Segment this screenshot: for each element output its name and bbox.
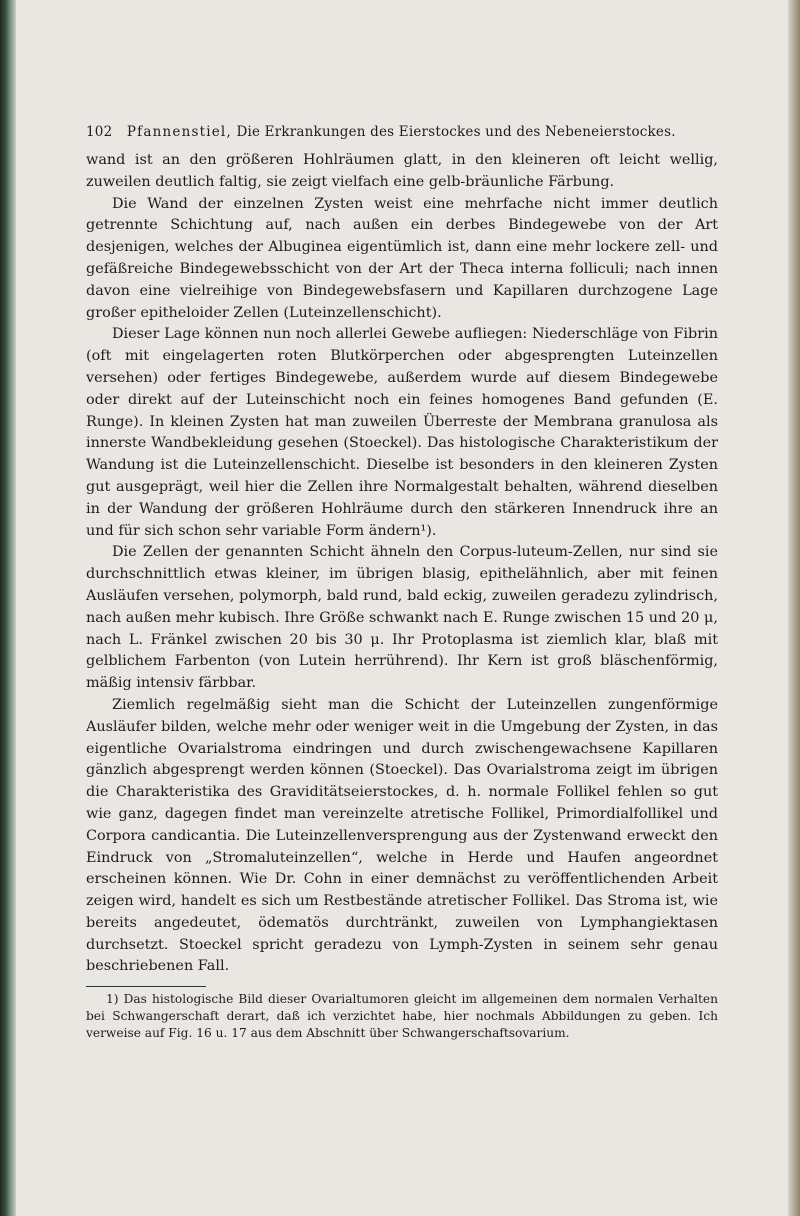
paragraph-3: Dieser Lage können nun noch allerlei Gewebe aufliegen: Niederschläge von Fibrin (oft mit eingelagerten roten Blutkörperchen oder abgesprengten Luteinzellen versehen) oder fertiges Bindegewebe, außerdem wurde auf diesem Bindegewebe oder direkt auf der Luteinschicht noch ein feines homogenes Band gefunden (E. Runge). In kleinen Zysten hat man zuweilen Überreste der Membrana granulosa als innerste Wandbekleidung gesehen (Stoeckel). Das histologische Charakteristikum der Wandung ist die Luteinzellenschicht. Dieselbe ist besonders in den kleineren Zysten gut ausgeprägt, weil hier die Zellen ihre Normalgestalt behalten, während dieselben in der Wandung der größeren Hohlräume durch den stärkeren Innendruck ihre an und für sich schon sehr variable Form ändern¹). (86, 326, 718, 539)
book-page (86, 124, 718, 1042)
paragraph-5: Ziemlich regelmäßig sieht man die Schicht der Luteinzellen zungenförmige Ausläufer bilden, welche mehr oder weniger weit in die Umgebung der Zysten, in das eigentliche Ovarialstroma eindringen und durch zwischengewachsene Kapillaren gänzlich abgesprengt werden können (Stoeckel). Das Ovarialstroma zeigt im übrigen die Charakteristika des Graviditätseierstockes, d. h. normale Follikel fehlen so gut wie ganz, dagegen findet man vereinzelte atretische Follikel, Primordialfollikel und Corpora candicantia. Die Luteinzellenversprengung aus der Zystenwand erweckt den Eindruck von „Stromaluteinzellen“, welche in Herde und Haufen angeordnet erscheinen können. Wie Dr. Cohn in einer demnächst zu veröffentlichenden Arbeit zeigen wird, handelt es sich um Restbestände atretischer Follikel. Das Stroma ist, wie bereits angedeutet, ödematös durchtränkt, zuweilen von Lymphangiektasen durchsetzt. Stoeckel spricht geradezu von Lymph-Zysten in seinem sehr genau beschriebenen Fall. (86, 696, 718, 975)
paragraph-2: Die Wand der einzelnen Zysten weist eine mehrfache nicht immer deutlich getrennte Schichtung auf, nach außen ein derbes Bindegewebe von der Art desjenigen, welches der Albuginea eigentümlich ist, dann eine mehr lockere zell- und gefäßreiche Bindegewebsschicht von der Art der Theca interna folliculi; nach innen davon eine vielreihige von Bindegewebsfasern und Kapillaren durchzogene Lage großer epitheloider Zellen (Luteinzellenschicht). (86, 195, 718, 321)
header-title: Die Erkrankungen des Eierstockes und des Nebeneierstockes. (236, 124, 676, 140)
paragraph-4: Die Zellen der genannten Schicht ähneln den Corpus-luteum-Zellen, nur sind sie durchschnittlich etwas kleiner, im übrigen blasig, epithelähnlich, aber mit feinen Ausläufen versehen, polymorph, bald rund, bald eckig, zuweilen geradezu zylindrisch, nach außen mehr kubisch. Ihre Größe schwankt nach E. Runge zwischen 15 und 20 μ, nach L. Fränkel zwischen 20 bis 30 μ. Ihr Protoplasma ist ziemlich klar, blaß mit gelblichem Farbenton (von Lutein herrührend). Ihr Kern ist groß bläschenförmig, mäßig intensiv färbbar. (86, 544, 718, 692)
running-header (86, 124, 718, 140)
page-binding-edge-left (0, 0, 16, 1216)
header-author: Pfannenstiel, (126, 124, 232, 140)
footnote (86, 991, 718, 1042)
page-binding-edge-right (788, 0, 800, 1216)
paragraph-1: wand ist an den größeren Hohlräumen glatt, in den kleineren oft leicht wellig, zuweilen deutlich faltig, sie zeigt vielfach eine gelb-bräunliche Färbung. (86, 152, 718, 190)
body-text (86, 150, 718, 978)
footnote-separator (86, 986, 206, 987)
footnote-text: 1) Das histologische Bild dieser Ovarialtumoren gleicht im allgemeinen dem normalen Verhalten bei Schwangerschaft derart, daß ich verzichtet habe, hier nochmals Abbildungen zu geben. Ich verweise auf Fig. 16 u. 17 aus dem Abschnitt über Schwangerschaftsovarium. (86, 992, 718, 1041)
page-number: 102 (86, 124, 113, 140)
